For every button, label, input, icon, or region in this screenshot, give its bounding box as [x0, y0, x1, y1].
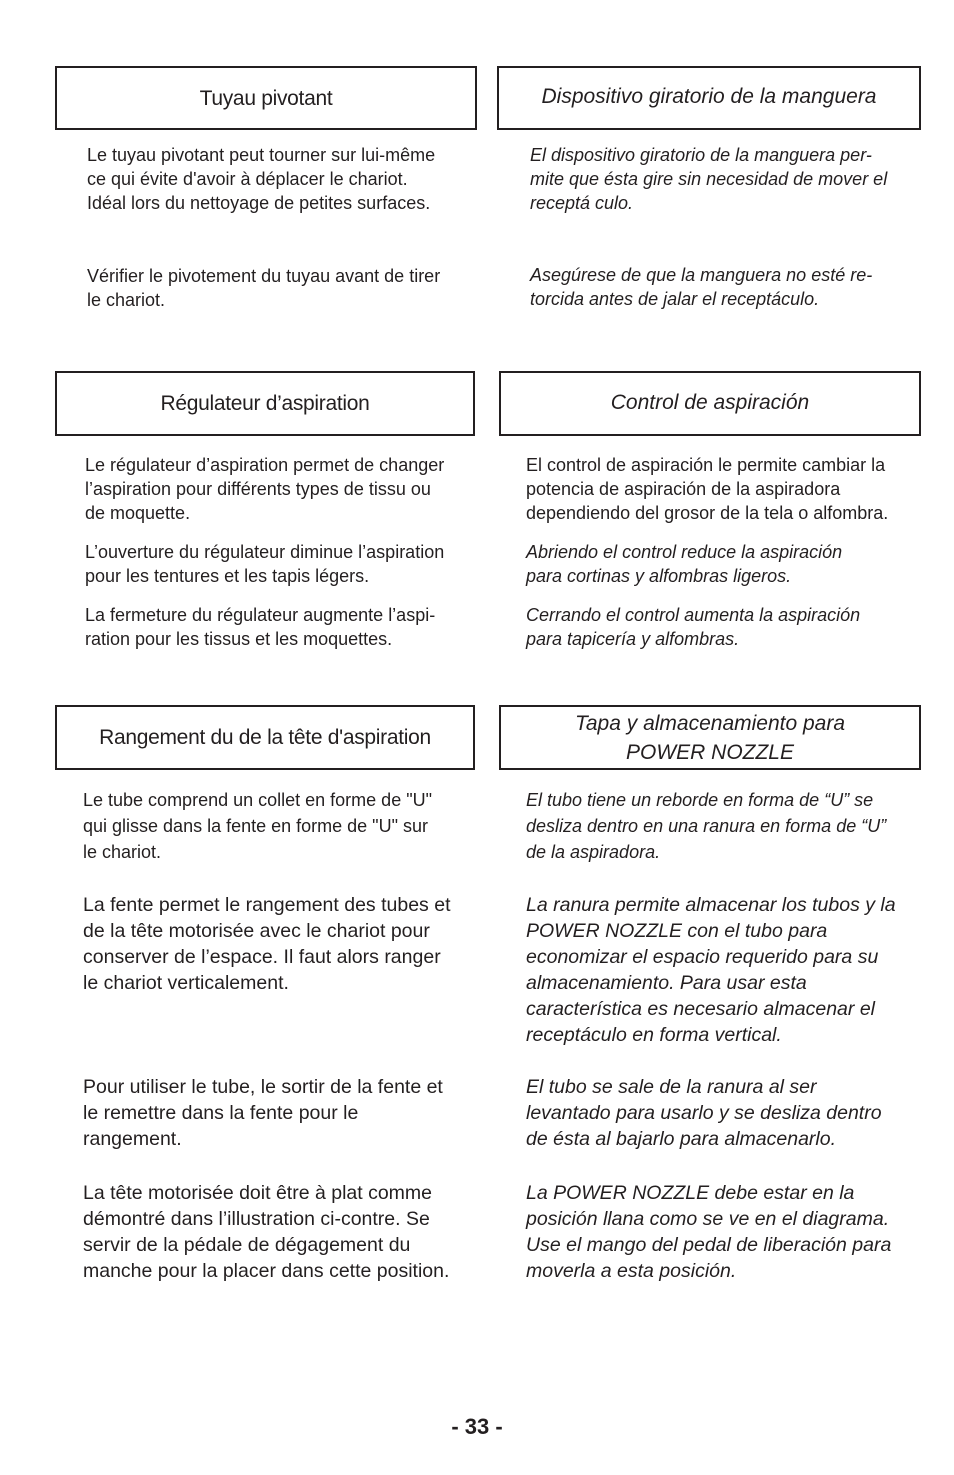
es-paragraph-3-4: La POWER NOZZLE debe estar en la posición llana como se ve en el diagrama. Use el mango del pedal de liberación para moverla a esta posición.: [526, 1182, 892, 1282]
es-paragraph-2-3: Cerrando el control aumenta la aspiración para tapicería y alfombras.: [526, 605, 861, 649]
es-paragraph-1-2: Asegúrese de que la manguera no esté re- torcida antes de jalar el receptáculo.: [530, 265, 873, 309]
fr-paragraph-3-3: Pour utiliser le tube, le sortir de la fente et le remettre dans la fente pour le rangement.: [83, 1076, 443, 1150]
es-paragraph-2-1: El control de aspiración le permite cambiar la potencia de aspiración de la aspiradora dependiendo del grosor de la tela o alfombra.: [526, 455, 889, 523]
heading-es-1: Dispositivo giratorio de la manguera: [541, 85, 877, 108]
fr-paragraph-3-2: La fente permet le rangement des tubes et de la tête motorisée avec le chariot pour conserver de l’espace. Il faut alors ranger le chariot verticalement.: [83, 894, 451, 994]
fr-paragraph-2-3: La fermeture du régulateur augmente l’aspi- ration pour les tissus et les moquettes.: [85, 605, 436, 649]
fr-paragraph-2-2: L’ouverture du régulateur diminue l’aspiration pour les tentures et les tapis légers.: [85, 542, 445, 586]
fr-paragraph-1-2: Vérifier le pivotement du tuyau avant de tirer le chariot.: [87, 266, 441, 310]
fr-paragraph-2-1: Le régulateur d’aspiration permet de changer l’aspiration pour différents types de tissu ou de moquette.: [85, 455, 445, 523]
es-paragraph-3-3: El tubo se sale de la ranura al ser levantado para usarlo y se desliza dentro de ésta al bajarlo para almacenarlo.: [526, 1076, 882, 1150]
heading-es-3: Tapa y almacenamiento para POWER NOZZLE: [574, 711, 846, 764]
heading-box-tapa-almacenamiento: [499, 705, 921, 770]
heading-box-dispositivo-giratorio: [497, 66, 921, 130]
fr-paragraph-3-1: Le tube comprend un collet en forme de "U" qui glisse dans la fente en forme de "U" sur le chariot.: [83, 790, 432, 862]
es-paragraph-3-2: La ranura permite almacenar los tubos y la POWER NOZZLE con el tubo para economizar el espacio requerido para su almacenamiento. Para usar esta característica es necesario almacenar el receptáculo en forma vertical.: [526, 894, 896, 1046]
heading-box-tuyau-pivotant: [55, 66, 477, 130]
fr-paragraph-1-1: Le tuyau pivotant peut tourner sur lui-même ce qui évite d'avoir à déplacer le chariot. Idéal lors du nettoyage de petites surfaces.: [87, 145, 436, 213]
heading-box-regulateur: [55, 371, 475, 436]
fr-paragraph-3-4: La tête motorisée doit être à plat comme démontré dans l’illustration ci-contre. Se servir de la pédale de dégagement du manche pour la placer dans cette position.: [83, 1182, 450, 1282]
es-paragraph-3-1: El tubo tiene un reborde en forma de “U” se desliza dentro en una ranura en forma de “U” de la aspiradora.: [526, 790, 887, 862]
heading-box-rangement: [55, 705, 475, 770]
heading-es-2: Control de aspiración: [610, 391, 810, 414]
heading-fr-3: Rangement du de la tête d'aspiration: [99, 726, 431, 749]
es-paragraph-1-1: El dispositivo giratorio de la manguera per- mite que ésta gire sin necesidad de mover el receptá culo.: [530, 145, 888, 213]
es-paragraph-2-2: Abriendo el control reduce la aspiración para cortinas y alfombras ligeros.: [526, 542, 843, 586]
heading-box-control-aspiracion: [499, 371, 921, 436]
heading-fr-2: Régulateur d’aspiration: [160, 392, 370, 415]
heading-fr-1: Tuyau pivotant: [199, 86, 333, 110]
page-number: - 33 -: [451, 1414, 503, 1439]
